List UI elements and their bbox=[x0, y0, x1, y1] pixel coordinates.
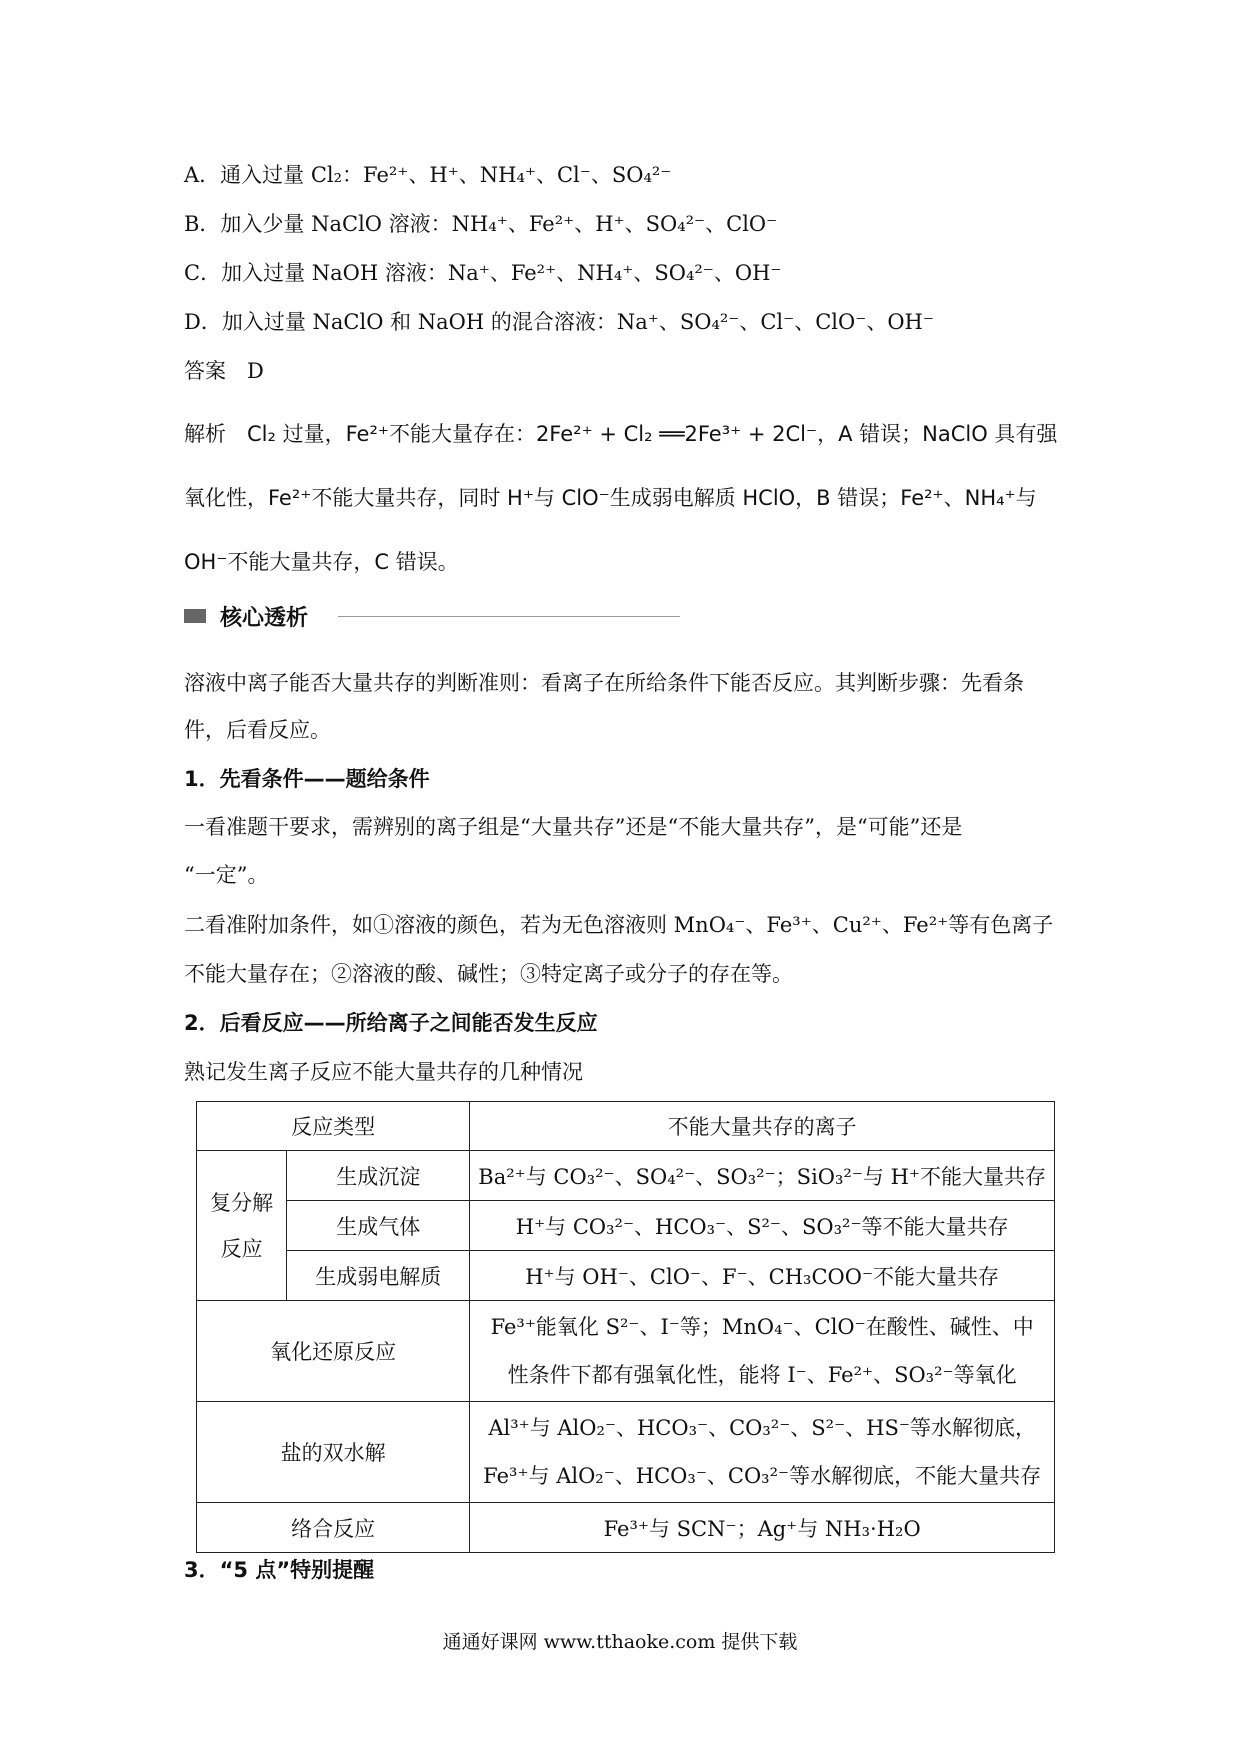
ion-coexistence-table bbox=[196, 1101, 1055, 1553]
table-row bbox=[197, 1151, 1055, 1201]
option-d: D．加入过量 NaClO 和 NaOH 的混合溶液：Na⁺、SO₄²⁻、Cl⁻、ClO⁻、OH⁻ bbox=[184, 310, 934, 334]
section-marker-icon bbox=[184, 609, 206, 623]
type-cell: 生成弱电解质 bbox=[287, 1251, 470, 1301]
step1-title: 1．先看条件——题给条件 bbox=[184, 767, 430, 791]
step1-line-2: “一定”。 bbox=[184, 863, 269, 887]
ions-cell: Fe³⁺能氧化 S²⁻、I⁻等；MnO₄⁻、ClO⁻在酸性、碱性、中性条件下都有强氧化性，能将 I⁻、Fe²⁺、SO₃²⁻等氧化 bbox=[470, 1301, 1055, 1402]
type-cell: 氧化还原反应 bbox=[197, 1301, 470, 1402]
analysis-line-2: 氧化性，Fe²⁺不能大量共存，同时 H⁺与 ClO⁻生成弱电解质 HClO，B 错误；Fe²⁺、NH₄⁺与 bbox=[184, 486, 1037, 510]
ions-cell: Ba²⁺与 CO₃²⁻、SO₄²⁻、SO₃²⁻；SiO₃²⁻与 H⁺不能大量共存 bbox=[470, 1151, 1055, 1201]
table-header-ions: 不能大量共存的离子 bbox=[470, 1102, 1055, 1151]
type-cell: 盐的双水解 bbox=[197, 1402, 470, 1503]
step3-title: 3．“5 点”特别提醒 bbox=[184, 1558, 375, 1582]
ions-cell: Al³⁺与 AlO₂⁻、HCO₃⁻、CO₃²⁻、S²⁻、HS⁻等水解彻底，Fe³⁺与 AlO₂⁻、HCO₃⁻、CO₃²⁻等水解彻底，不能大量共存 bbox=[470, 1402, 1055, 1503]
section-divider bbox=[338, 616, 680, 617]
step1-line-4: 不能大量存在；②溶液的酸、碱性；③特定离子或分子的存在等。 bbox=[184, 962, 793, 986]
table-row bbox=[197, 1301, 1055, 1402]
table-row bbox=[197, 1402, 1055, 1503]
table-row bbox=[197, 1201, 1055, 1251]
option-b: B．加入少量 NaClO 溶液：NH₄⁺、Fe²⁺、H⁺、SO₄²⁻、ClO⁻ bbox=[184, 212, 778, 236]
step1-line-1: 一看准题干要求，需辨别的离子组是“大量共存”还是“不能大量共存”，是“可能”还是 bbox=[184, 815, 963, 839]
type-cell: 生成气体 bbox=[287, 1201, 470, 1251]
intro-line-1: 溶液中离子能否大量共存的判断准则：看离子在所给条件下能否反应。其判断步骤：先看条 bbox=[184, 671, 1024, 695]
table-row bbox=[197, 1503, 1055, 1553]
footer-source: 通通好课网 www.tthaoke.com 提供下载 bbox=[442, 1631, 798, 1653]
table-row bbox=[197, 1251, 1055, 1301]
option-a: A．通入过量 Cl₂：Fe²⁺、H⁺、NH₄⁺、Cl⁻、SO₄²⁻ bbox=[184, 163, 672, 187]
analysis-line-3: OH⁻不能大量共存，C 错误。 bbox=[184, 550, 459, 574]
step1-line-3: 二看准附加条件，如①溶液的颜色，若为无色溶液则 MnO₄⁻、Fe³⁺、Cu²⁺、Fe²⁺等有色离子 bbox=[184, 913, 1054, 937]
intro-line-2: 件，后看反应。 bbox=[184, 718, 331, 742]
answer-line: 答案 D bbox=[184, 359, 264, 383]
step2-intro: 熟记发生离子反应不能大量共存的几种情况 bbox=[184, 1060, 583, 1084]
ions-cell: Fe³⁺与 SCN⁻；Ag⁺与 NH₃·H₂O bbox=[470, 1503, 1055, 1553]
type-cell: 络合反应 bbox=[197, 1503, 470, 1553]
step2-title: 2．后看反应——所给离子之间能否发生反应 bbox=[184, 1011, 598, 1035]
option-c: C．加入过量 NaOH 溶液：Na⁺、Fe²⁺、NH₄⁺、SO₄²⁻、OH⁻ bbox=[184, 261, 782, 285]
table-header-row bbox=[197, 1102, 1055, 1151]
group-label-cell: 复分解反应 bbox=[197, 1151, 287, 1301]
ions-cell: H⁺与 OH⁻、ClO⁻、F⁻、CH₃COO⁻不能大量共存 bbox=[470, 1251, 1055, 1301]
analysis-line-1: 解析 Cl₂ 过量，Fe²⁺不能大量存在：2Fe²⁺ + Cl₂ ══2Fe³⁺ + 2Cl⁻，A 错误；NaClO 具有强 bbox=[184, 422, 1058, 446]
type-cell: 生成沉淀 bbox=[287, 1151, 470, 1201]
section-heading bbox=[184, 601, 308, 631]
section-title: 核心透析 bbox=[220, 605, 309, 631]
ions-cell: H⁺与 CO₃²⁻、HCO₃⁻、S²⁻、SO₃²⁻等不能大量共存 bbox=[470, 1201, 1055, 1251]
table-header-type: 反应类型 bbox=[197, 1102, 470, 1151]
